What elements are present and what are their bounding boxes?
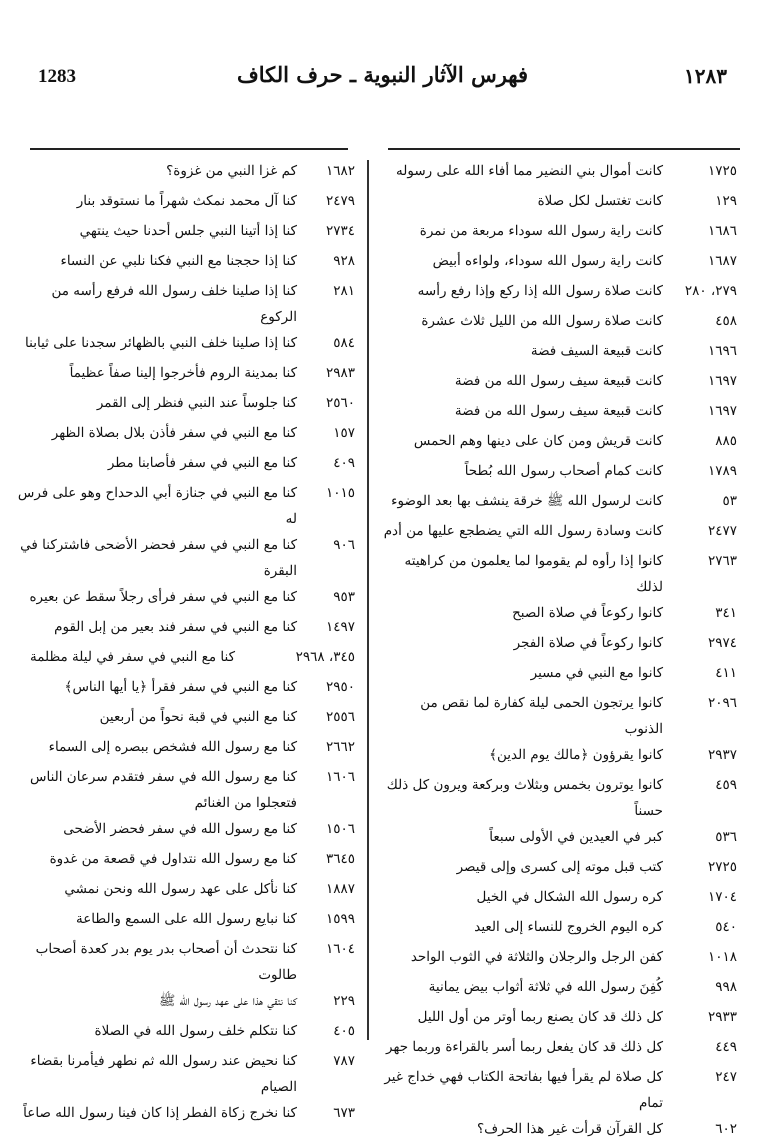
entry-reference-number: ٢٤٧ — [715, 1069, 737, 1085]
index-entry — [382, 974, 737, 1004]
index-entry — [382, 660, 737, 690]
index-entry — [15, 846, 355, 876]
index-column-right — [382, 158, 737, 1146]
entry-text: كم غزا النبي من غزوة؟ — [166, 163, 297, 179]
entry-reference-number: ٤٠٩ — [333, 455, 355, 471]
page-title: فهرس الآثار النبوية ـ حرف الكاف — [236, 62, 529, 87]
entry-reference-number: ٢٩٧٤ — [707, 635, 737, 651]
entry-text: كانت وسادة رسول الله التي يضطجع عليها من أدم — [383, 523, 663, 539]
entry-reference-number: ٢٧٣٤ — [325, 223, 355, 239]
entry-text: كانوا يوترون بخمس وبثلاث وبركعة ويرون كل ذلك حسناً — [386, 777, 663, 819]
entry-text: كنا نحيض عند رسول الله ثم نطهر فيأمرنا بقضاء الصيام — [30, 1053, 297, 1095]
entry-text: كنا نتحدث أن أصحاب بدر يوم بدر كعدة أصحاب طالوت — [35, 941, 297, 983]
entry-text: كنا مع النبي في سفر فحضر الأضحى فاشتركنا في البقرة — [20, 537, 297, 579]
entry-text: كانوا ركوعاً في صلاة الفجر — [513, 635, 663, 651]
entry-reference-number: ١٥٩٩ — [325, 911, 355, 927]
index-entry — [15, 1100, 355, 1130]
index-entry — [382, 308, 737, 338]
entry-reference-number: ٥٤٠ — [715, 919, 737, 935]
entry-text: كبر في العيدين في الأولى سبعاً — [489, 829, 663, 845]
entry-reference-number: ٢٥٥٦ — [325, 709, 355, 725]
entry-reference-number: ٩٩٨ — [715, 979, 737, 995]
entry-reference-number: ٣٦٤٥ — [325, 851, 355, 867]
entry-reference-number: ٤٠٥ — [333, 1023, 355, 1039]
entry-text: كتب قبل موته إلى كسرى وإلى قيصر — [456, 859, 663, 875]
index-entry — [15, 390, 355, 420]
index-entry — [382, 458, 737, 488]
entry-reference-number: ٤٤٩ — [715, 1039, 737, 1055]
entry-text: كفن الرجل والرجلان والثلاثة في الثوب الواحد — [410, 949, 663, 965]
entry-reference-number: ٢٧٩، ٢٨٠ — [684, 283, 737, 299]
page-number-arabic: ١٢٨٣ — [684, 64, 727, 88]
index-entry — [15, 420, 355, 450]
entry-reference-number: ٢٧٦٣ — [707, 553, 737, 569]
entry-text: كنا بمدينة الروم فأخرجوا إلينا صفاً عظيماً — [69, 365, 297, 381]
index-entry — [15, 614, 355, 644]
index-entry — [15, 936, 355, 988]
index-column-left — [15, 158, 355, 1130]
entry-text: كل صلاة لم يقرأ فيها بفاتحة الكتاب فهي خداج غير تمام — [384, 1069, 663, 1111]
header-rule-right — [388, 148, 740, 150]
entry-text: كانوا يرتجون الحمى ليلة كفارة لما نقص من الذنوب — [420, 695, 663, 737]
entry-reference-number: ١٥٧ — [333, 425, 355, 441]
entry-reference-number: ٢٩٥٠ — [325, 679, 355, 695]
entry-reference-number: ٩٥٣ — [333, 589, 355, 605]
index-entry — [15, 734, 355, 764]
entry-reference-number: ٢٧٢٥ — [707, 859, 737, 875]
index-entry — [382, 1004, 737, 1034]
index-entry — [15, 816, 355, 846]
entry-reference-number: ١٦٩٦ — [707, 343, 737, 359]
entry-text: كنا مع النبي في جنازة أبي الدحداح وهو على فرس له — [17, 485, 297, 527]
entry-text: كُفِنَ رسول الله في ثلاثة أثواب بيض يمانية — [428, 979, 663, 995]
index-entry — [382, 548, 737, 600]
index-entry — [15, 876, 355, 906]
entry-reference-number: ٢٦٦٢ — [325, 739, 355, 755]
entry-text: كنا نبايع رسول الله على السمع والطاعة — [76, 911, 297, 927]
entry-reference-number: ١٦٨٢ — [325, 163, 355, 179]
entry-text: كنا نخرج زكاة الفطر إذا كان فينا رسول الله صاعاً — [23, 1105, 297, 1121]
entry-reference-number: ٢٠٩٦ — [707, 695, 737, 711]
entry-text: كنا مع النبي في سفر فند بعير من إبل القوم — [54, 619, 297, 635]
entry-reference-number: ٥٨٤ — [333, 335, 355, 351]
entry-text: كنا مع النبي في سفر فرأى رجلاً سقط عن بعيره — [29, 589, 297, 605]
entry-reference-number: ٩٢٨ — [333, 253, 355, 269]
entry-reference-number: ٢٤٧٧ — [707, 523, 737, 539]
index-entry — [15, 532, 355, 584]
column-divider — [367, 160, 369, 1040]
index-entry — [382, 742, 737, 772]
index-entry — [15, 1048, 355, 1100]
index-entry — [15, 480, 355, 532]
entry-text: كانت صلاة رسول الله إذا ركع وإذا رفع رأسه — [417, 283, 663, 299]
entry-text: كانت قبيعة سيف رسول الله من فضة — [454, 403, 663, 419]
index-entry — [382, 690, 737, 742]
index-entry — [382, 428, 737, 458]
entry-text: كانوا مع النبي في مسير — [530, 665, 663, 681]
entry-reference-number: ١٦٩٧ — [707, 373, 737, 389]
index-entry — [382, 884, 737, 914]
entry-text: كانت كمام أصحاب رسول الله بُطحاً — [464, 463, 663, 479]
entry-reference-number: ٢٩٣٧ — [707, 747, 737, 763]
entry-reference-number: ١٦٨٧ — [707, 253, 737, 269]
index-entry — [382, 630, 737, 660]
entry-reference-number: ١٦٨٦ — [707, 223, 737, 239]
entry-text: كنا جلوساً عند النبي فنظر إلى القمر — [96, 395, 297, 411]
entry-reference-number: ٢٩٨٣ — [325, 365, 355, 381]
entry-reference-number: ٤٥٩ — [715, 777, 737, 793]
entry-text: كنا إذا صلينا خلف النبي بالظهائر سجدنا على ثيابنا — [25, 335, 297, 351]
index-entry — [382, 1064, 737, 1116]
entry-text: كنا مع رسول الله في سفر فتقدم سرعان الناس فتعجلوا من الغنائم — [29, 769, 297, 811]
entry-reference-number: ٥٣ — [722, 493, 737, 509]
entry-text: كنا مع النبي في قبة نحواً من أربعين — [99, 709, 297, 725]
entry-reference-number: ١٦٠٦ — [325, 769, 355, 785]
entry-text: كانوا ركوعاً في صلاة الصبح — [512, 605, 663, 621]
entry-reference-number: ٣٤١ — [715, 605, 737, 621]
index-entry — [15, 906, 355, 936]
entry-text: كانت لرسول الله ﷺ خرقة ينشف بها بعد الوضوء — [391, 493, 663, 509]
entry-text: كنا نتكلم خلف رسول الله في الصلاة — [94, 1023, 297, 1039]
index-entry — [382, 854, 737, 884]
index-entry — [382, 1034, 737, 1064]
index-entry — [15, 988, 355, 1018]
entry-reference-number: ١٥٠٦ — [325, 821, 355, 837]
index-entry — [15, 188, 355, 218]
entry-text: كانت راية رسول الله سوداء، ولواءه أبيض — [432, 253, 663, 269]
index-entry — [382, 944, 737, 974]
entry-reference-number: ١٨٨٧ — [325, 881, 355, 897]
index-entry — [15, 704, 355, 734]
entry-text: كنا إذا صلينا خلف رسول الله فرفع رأسه من الركوع — [51, 283, 297, 325]
entry-text: كانت راية رسول الله سوداء مربعة من نمرة — [419, 223, 663, 239]
entry-text: كره اليوم الخروج للنساء إلى العيد — [474, 919, 663, 935]
index-entry — [382, 338, 737, 368]
entry-reference-number: ٥٣٦ — [715, 829, 737, 845]
entry-reference-number: ٢٢٩ — [333, 993, 355, 1009]
entry-text: كانت قريش ومن كان على دينها وهم الحمس — [413, 433, 663, 449]
index-entry — [15, 674, 355, 704]
index-entry — [382, 772, 737, 824]
index-entry — [382, 368, 737, 398]
entry-reference-number: ٦٧٣ — [333, 1105, 355, 1121]
index-entry — [15, 450, 355, 480]
entry-text: كنا مع النبي في سفر فأذن بلال بصلاة الظهر — [51, 425, 297, 441]
entry-reference-number: ١٠١٨ — [707, 949, 737, 965]
index-entry — [15, 248, 355, 278]
entry-reference-number: ٣٤٥، ٢٩٦٨ — [295, 649, 355, 665]
entry-reference-number: ٢٩٣٣ — [707, 1009, 737, 1025]
index-entry — [382, 158, 737, 188]
entry-reference-number: ٢٨١ — [333, 283, 355, 299]
entry-reference-number: ٩٠٦ — [333, 537, 355, 553]
index-entry — [15, 1018, 355, 1048]
entry-text: كنا إذا أتينا النبي جلس أحدنا حيث ينتهي — [79, 223, 297, 239]
index-entry — [382, 398, 737, 428]
entry-reference-number: ١٢٩ — [715, 193, 737, 209]
index-entry — [382, 218, 737, 248]
entry-text: كانت تغتسل لكل صلاة — [537, 193, 663, 209]
entry-text: كنا آل محمد نمكث شهراً ما نستوقد بنار — [76, 193, 297, 209]
entry-text: كل ذلك قد كان يفعل ربما أسر بالقراءة وربما جهر — [386, 1039, 663, 1055]
index-entry — [382, 914, 737, 944]
entry-reference-number: ١٦٩٧ — [707, 403, 737, 419]
entry-text: كانت صلاة رسول الله من الليل ثلاث عشرة — [421, 313, 663, 329]
entry-text: كنا مع النبي في سفر فقرأ ﴿يا أيها الناس﴾ — [64, 679, 297, 695]
index-entry — [15, 158, 355, 188]
header-rule-left — [30, 148, 348, 150]
entry-reference-number: ١٧٢٥ — [707, 163, 737, 179]
entry-text: كانوا يقرؤون ﴿مالك يوم الدين﴾ — [489, 747, 663, 763]
index-entry — [382, 600, 737, 630]
entry-reference-number: ١٠١٥ — [325, 485, 355, 501]
index-entry — [15, 218, 355, 248]
entry-text: كانت قبيعة السيف فضة — [530, 343, 663, 359]
entry-reference-number: ٦٠٢ — [715, 1121, 737, 1137]
entry-text: كل ذلك قد كان يصنع ربما أوتر من أول الليل — [417, 1009, 663, 1025]
index-entry — [15, 360, 355, 390]
entry-text: كانت قبيعة سيف رسول الله من فضة — [454, 373, 663, 389]
index-entry — [15, 644, 355, 674]
index-entry — [15, 764, 355, 816]
entry-text: كانوا إذا رأوه لم يقوموا لما يعلمون من كراهيته لذلك — [404, 553, 663, 595]
entry-text: كنا مع النبي في سفر في ليلة مظلمة — [29, 649, 235, 665]
entry-text: كنا نتقي هذا على عهد رسول الله ﷺ — [158, 993, 297, 1009]
index-entry — [15, 278, 355, 330]
entry-reference-number: ٤٥٨ — [715, 313, 737, 329]
entry-text: كنا مع رسول الله نتداول في قصعة من غدوة — [49, 851, 297, 867]
entry-text: كنا مع النبي في سفر فأصابنا مطر — [107, 455, 297, 471]
entry-reference-number: ١٤٩٧ — [325, 619, 355, 635]
index-entry — [382, 824, 737, 854]
entry-text: كنا مع رسول الله في سفر فحضر الأضحى — [63, 821, 297, 837]
entry-text: كنا إذا حججنا مع النبي فكنا نلبي عن النساء — [60, 253, 297, 269]
entry-reference-number: ٧٨٧ — [333, 1053, 355, 1069]
entry-reference-number: ٨٨٥ — [715, 433, 737, 449]
entry-text: كل القرآن قرأت غير هذا الحرف؟ — [476, 1121, 663, 1137]
index-entry — [15, 330, 355, 360]
entry-text: كنا نأكل على عهد رسول الله ونحن نمشي — [64, 881, 297, 897]
entry-reference-number: ١٦٠٤ — [325, 941, 355, 957]
entry-text: كانت أموال بني النضير مما أفاء الله على رسوله — [396, 163, 663, 179]
entry-reference-number: ٢٥٦٠ — [325, 395, 355, 411]
page-number-latin: 1283 — [38, 66, 76, 87]
index-entry — [382, 1116, 737, 1146]
index-entry — [15, 584, 355, 614]
entry-reference-number: ٢٤٧٩ — [325, 193, 355, 209]
index-entry — [382, 248, 737, 278]
index-entry — [382, 488, 737, 518]
entry-reference-number: ١٧٠٤ — [707, 889, 737, 905]
index-entry — [382, 518, 737, 548]
page-header — [30, 58, 735, 98]
entry-reference-number: ٤١١ — [715, 665, 737, 681]
index-entry — [382, 188, 737, 218]
entry-reference-number: ١٧٨٩ — [707, 463, 737, 479]
index-entry — [382, 278, 737, 308]
entry-text: كنا مع رسول الله فشخص ببصره إلى السماء — [48, 739, 297, 755]
entry-text: كره رسول الله الشكال في الخيل — [476, 889, 663, 905]
